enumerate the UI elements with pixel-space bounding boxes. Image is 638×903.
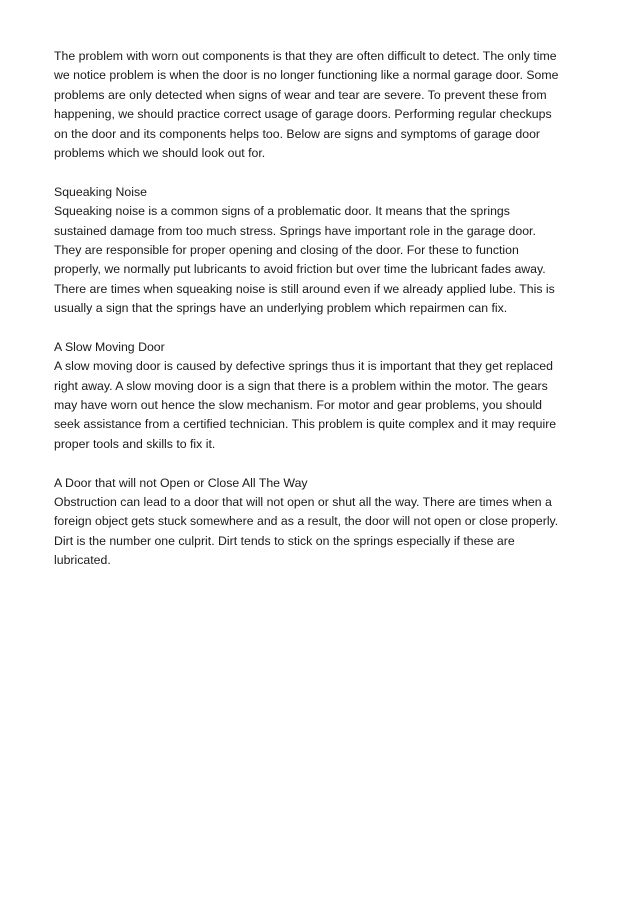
text-line: on the door and its components helps too. Below are signs and symptoms of garage door (54, 126, 541, 141)
text-line: proper tools and skills to fix it. (54, 436, 216, 451)
section-heading: A Door that will not Open or Close All The Way (54, 475, 308, 490)
text-line: There are times when squeaking noise is still around even if we already applied lube. This is (54, 281, 555, 296)
section-squeaking-noise (54, 183, 594, 319)
text-line: Dirt is the number one culprit. Dirt tends to stick on the springs especially if these are (54, 533, 515, 548)
text-line: problems which we should look out for. (54, 145, 266, 160)
text-line: foreign object gets stuck somewhere and as a result, the door will not open or close properly. (54, 514, 559, 529)
text-line: seek assistance from a certified technician. This problem is quite complex and it may require (54, 417, 557, 432)
text-line: Squeaking noise is a common signs of a problematic door. It means that the springs (54, 204, 510, 219)
text-line: A slow moving door is caused by defective springs thus it is important that they get replaced (54, 359, 553, 374)
text-line: Obstruction can lead to a door that will not open or shut all the way. There are times when a (54, 494, 552, 509)
text-line: may have worn out hence the slow mechanism. For motor and gear problems, you should (54, 398, 543, 413)
document-page (54, 47, 594, 571)
section-door-will-not-open-or-close (54, 474, 594, 571)
section-heading: A Slow Moving Door (54, 339, 165, 354)
text-line: lubricated. (54, 553, 111, 568)
text-line: The problem with worn out components is that they are often difficult to detect. The only time (54, 49, 557, 63)
text-line: sustained damage from too much stress. Springs have important role in the garage door. (54, 223, 536, 238)
intro-paragraph (54, 47, 594, 163)
text-line: They are responsible for proper opening and closing of the door. For these to function (54, 242, 519, 257)
paragraph-gap (54, 454, 594, 473)
text-line: properly, we normally put lubricants to avoid friction but over time the lubricant fades away. (54, 262, 546, 277)
section-heading: Squeaking Noise (54, 184, 147, 199)
paragraph-gap (54, 318, 594, 337)
text-line: problems are only detected when signs of wear and tear are severe. To prevent these from (54, 87, 547, 102)
text-line: we notice problem is when the door is no longer functioning like a normal garage door. Some (54, 68, 559, 83)
section-slow-moving-door (54, 338, 594, 454)
text-line: usually a sign that the springs have an underlying problem which repairmen can fix. (54, 301, 508, 316)
text-line: right away. A slow moving door is a sign that there is a problem within the motor. The gears (54, 378, 548, 393)
paragraph-gap (54, 163, 594, 182)
text-line: happening, we should practice correct usage of garage doors. Performing regular checkups (54, 107, 552, 122)
